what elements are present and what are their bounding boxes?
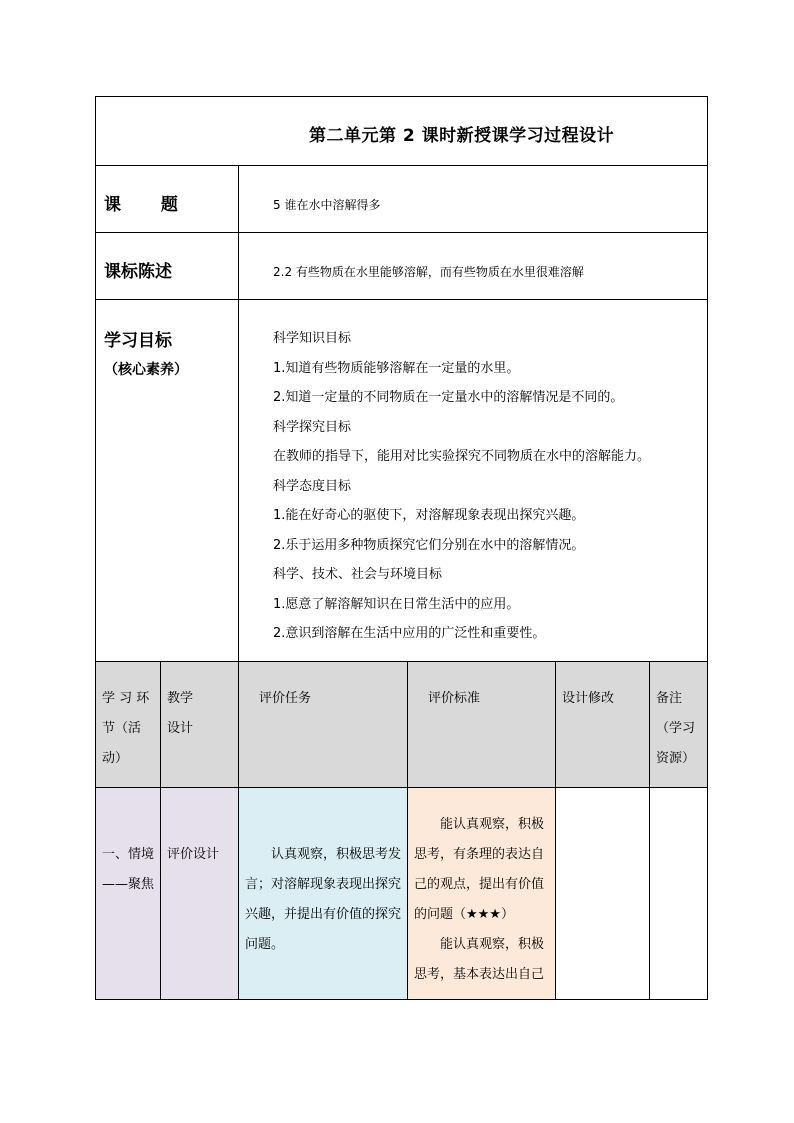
objective-line: 1.能在好奇心的驱使下，对溶解现象表现出探究兴趣。 bbox=[273, 508, 585, 523]
row1-note-cell bbox=[650, 788, 708, 1000]
objective-line: 1.愿意了解溶解知识在日常生活中的应用。 bbox=[273, 596, 520, 612]
row1-task-cell bbox=[239, 788, 408, 1000]
header-design: 教学 设计 bbox=[167, 691, 194, 736]
header-task: 评价任务 bbox=[259, 691, 312, 706]
objective-line: 在教师的指导下，能用对比实验探究不同物质在水中的溶解能力。 bbox=[273, 449, 651, 464]
objective-line: 科学态度目标 bbox=[273, 478, 352, 494]
objective-line: 2.知道一定量的不同物质在一定量水中的溶解情况是不同的。 bbox=[273, 390, 624, 405]
topic-label-cell bbox=[96, 166, 239, 233]
row1-criteria-2: 能认真观察，积极思考，基本表达出自己 bbox=[414, 937, 545, 982]
header-design-cell bbox=[161, 662, 239, 788]
topic-value: 5 谁在水中溶解得多 bbox=[273, 198, 381, 212]
header-revision: 设计修改 bbox=[562, 691, 615, 706]
row1-stage-cell bbox=[96, 788, 161, 1000]
lesson-design-table bbox=[95, 96, 708, 1000]
standard-value: 2.2 有些物质在水里能够溶解，而有些物质在水里很难溶解 bbox=[273, 265, 584, 279]
objective-line: 科学、技术、社会与环境目标 bbox=[273, 567, 443, 582]
header-criteria-cell bbox=[408, 662, 556, 788]
row1-criteria-cell bbox=[408, 788, 556, 1000]
objectives-sublabel: （核心素养） bbox=[104, 362, 188, 378]
row1-revision-cell bbox=[556, 788, 650, 1000]
row1-design: 评价设计 bbox=[167, 847, 220, 862]
header-task-cell bbox=[239, 662, 408, 788]
standard-label: 课标陈述 bbox=[104, 262, 172, 282]
header-criteria: 评价标准 bbox=[428, 691, 481, 706]
objective-line: 科学知识目标 bbox=[273, 331, 352, 346]
objective-line: 2.乐于运用多种物质探究它们分别在水中的溶解情况。 bbox=[273, 537, 585, 553]
row1-design-cell bbox=[161, 788, 239, 1000]
row1-stage: 一、情境——聚焦 bbox=[102, 847, 155, 892]
header-note-cell bbox=[650, 662, 708, 788]
header-stage-cell bbox=[96, 662, 161, 788]
topic-label: 课 题 bbox=[104, 195, 178, 215]
objective-line: 1.知道有些物质能够溶解在一定量的水里。 bbox=[273, 360, 520, 376]
objectives-label: 学习目标 bbox=[104, 331, 172, 351]
header-stage: 学 习 环 节（活动） bbox=[102, 691, 150, 766]
standard-value-cell bbox=[239, 233, 708, 300]
objective-line: 科学探究目标 bbox=[273, 419, 352, 435]
objectives-label-cell bbox=[96, 300, 239, 662]
title-cell bbox=[96, 97, 708, 166]
objectives-list bbox=[239, 300, 708, 662]
topic-value-cell bbox=[239, 166, 708, 233]
standard-label-cell bbox=[96, 233, 239, 300]
row1-task: 认真观察，积极思考发言；对溶解现象表现出探究兴趣，并提出有价值的探究问题。 bbox=[245, 847, 402, 952]
header-note: 备注（学习资源） bbox=[656, 691, 696, 766]
page-title: 第二单元第 2 课时新授课学习过程设计 bbox=[308, 126, 615, 146]
header-revision-cell bbox=[556, 662, 650, 788]
objective-line: 2.意识到溶解在生活中应用的广泛性和重要性。 bbox=[273, 626, 546, 641]
row1-criteria-1: 能认真观察，积极思考，有条理的表达自己的观点，提出有价值的问题（★★★） bbox=[414, 817, 545, 922]
